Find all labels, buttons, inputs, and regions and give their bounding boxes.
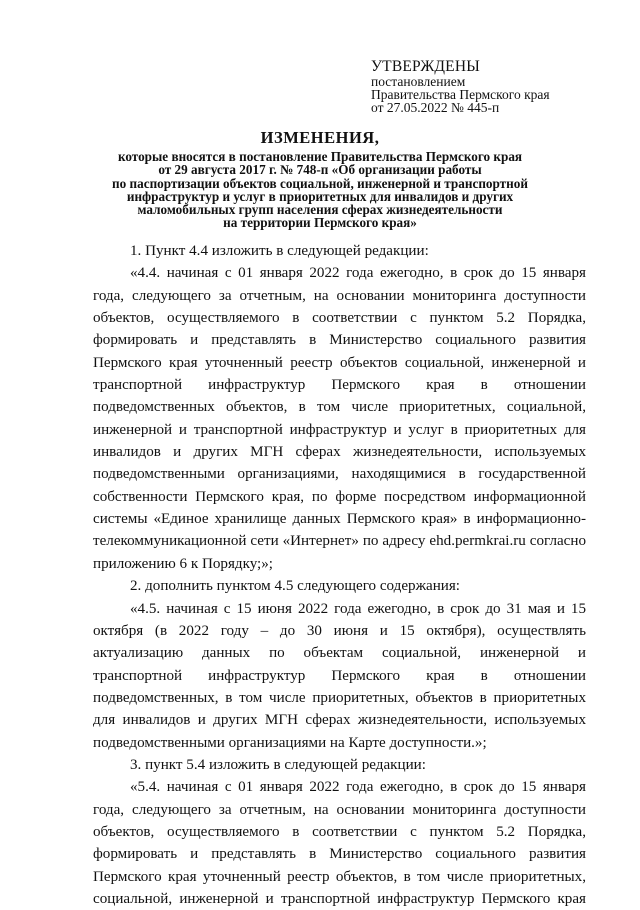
subtitle-line: которые вносятся в постановление Правительства Пермского края (117, 149, 523, 164)
approval-line: постановлением (371, 74, 466, 89)
approval-stamp (371, 58, 550, 114)
approval-date: от 27.05.2022 № 445-п (371, 100, 500, 115)
approval-line: Правительства Пермского края (371, 87, 550, 102)
paragraph-quote-5-4: «5.4. начиная с 01 января 2022 года ежегодно, в срок до 15 января года, следующего за отчетным, на основании мониторинга доступности объектов, осуществляемого в соответствии с пунктом 5.2 Порядка, формировать и представлять в Министерство социального развития Пермского края уточненный реестр объектов, в том числе приоритетных, социальной, инженерной и транспортной инфраструктур Пермского края (93, 779, 586, 907)
document-title: ИЗМЕНЕНИЯ, (260, 128, 380, 147)
paragraph-quote-4-4: «4.4. начиная с 01 января 2022 года ежегодно, в срок до 15 января года, следующего за отчетным, на основании мониторинга доступности объектов, осуществляемого в соответствии с пунктом 5.2 Порядка, формировать и представлять в Министерство социального развития Пермского края уточненный реестр объектов социальной, инженерной и транспортной инфраструктур Пермского края в отношении подведомственных объектов, в том числе приоритетных, социальной, инженерной и транспортной инфраструктур и услуг в приоритетных для инвалидов и других МГН сферах жизнедеятельности, используемых подведомственными организациями, находящимися в государственной собственности Пермского края, по форме посредством информационной системы «Единое хранилище данных Пермского края» в информационно-телекоммуникационной сети «Интернет» по адресу ehd.permkrai.ru согласно приложению 6 к Порядку;»; (93, 265, 586, 572)
subtitle-line: инфраструктур и услуг в приоритетных для инвалидов и других (126, 188, 514, 204)
paragraph-item-1: 1. Пункт 4.4 изложить в следующей редакции: (130, 243, 429, 259)
document-body (93, 240, 586, 910)
paragraph-item-2: 2. дополнить пунктом 4.5 следующего содержания: (130, 578, 460, 595)
subtitle-line: по паспортизации объектов социальной, инженерной и транспортной (112, 175, 528, 191)
subtitle-line: маломобильных групп населения сферах жизнедеятельности (137, 202, 503, 218)
document-subtitle (60, 150, 580, 230)
paragraph-item-3: 3. пункт 5.4 изложить в следующей редакции: (130, 756, 426, 773)
paragraph-quote-4-5: «4.5. начиная с 15 июня 2022 года ежегодно, в срок до 31 мая и 15 октября (в 2022 году – до 30 июня и 15 октября), осуществлять актуализацию данных по объектам социальной, инженерной и транспортной инфраструктур Пермского края в отношении подведомственных, в том числе приоритетных, объектов в приоритетных для инвалидов и других МГН сферах жизнедеятельности, используемых подведомственными организациями на Карте доступности.»; (93, 600, 586, 751)
subtitle-line: на территории Пермского края» (223, 215, 417, 231)
subtitle-line: от 29 августа 2017 г. № 748-п «Об организации работы (158, 162, 482, 178)
approval-heading: УТВЕРЖДЕНЫ (371, 58, 480, 75)
